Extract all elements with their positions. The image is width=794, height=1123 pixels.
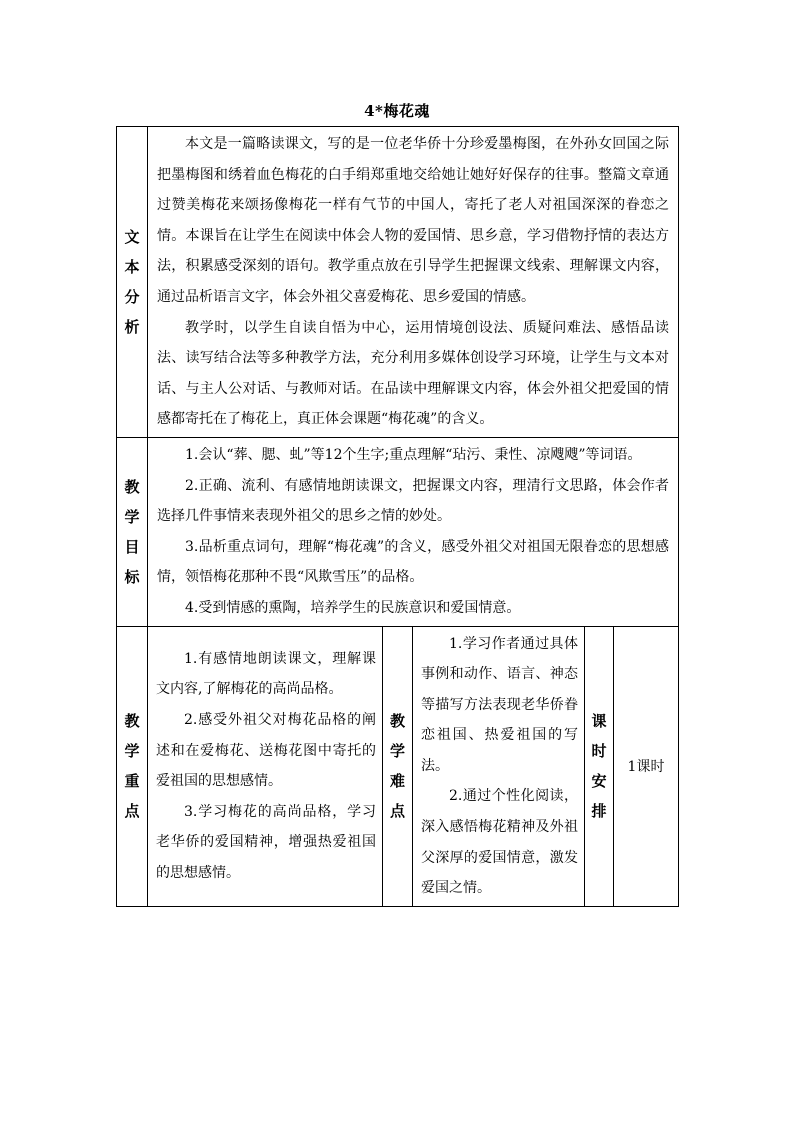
difficulty-item: 2.通过个性化阅读，深入感悟梅花精神及外祖父深厚的爱国情意，激发爱国之情。 xyxy=(421,788,578,897)
goal-item: 4.受到情感的熏陶，培养学生的民族意识和爱国情意。 xyxy=(185,599,521,616)
goal-item: 3.品析重点词句，理解“梅花魂”的含义，感受外祖父对祖国无限眷恋的思想感情，领悟梅花那种不畏“风欺雪压”的品格。 xyxy=(157,538,670,586)
goal-item: 2.正确、流利、有感情地朗读课文，把握课文内容，理清行文思路，体会作者选择几件事情来表现外祖父的思乡之情的妙处。 xyxy=(157,477,670,525)
text-analysis-content xyxy=(148,127,679,438)
teaching-goals-label: 教 学 目 标 xyxy=(117,437,148,626)
document-title: 4*梅花魂 xyxy=(364,102,430,120)
difficulty-item: 1.学习作者通过具体事例和动作、语言、神态等描写方法表现老华侨眷恋祖国、热爱祖国的写法。 xyxy=(421,635,578,774)
schedule-value: 1课时 xyxy=(614,626,679,906)
teaching-goals-content xyxy=(148,437,679,626)
key-point-item: 3.学习梅花的高尚品格，学习老华侨的爱国精神，增强热爱祖国的思想感情。 xyxy=(156,803,376,881)
difficulties-content xyxy=(413,626,585,906)
difficulties-label: 教 学 难 点 xyxy=(383,626,413,906)
teaching-goals-row xyxy=(117,437,679,626)
key-points-label: 教 学 重 点 xyxy=(117,626,148,906)
lesson-plan-table xyxy=(116,126,679,907)
analysis-paragraph: 本文是一篇略读课文，写的是一位老华侨十分珍爱墨梅图，在外孙女回国之际把墨梅图和绣着血色梅花的白手绢郑重地交给她让她好好保存的往事。整篇文章通过赞美梅花来颂扬像梅花一样有气节的中国人，寄托了老人对祖国深深的眷恋之情。本课旨在让学生在阅读中体会人物的爱国情、思乡意，学习借物抒情的表达方法，积累感受深刻的语句。教学重点放在引导学生把握课文线索、理解课文内容，通过品析语言文字，体会外祖父喜爱梅花、思乡爱国的情感。 xyxy=(157,136,670,305)
text-analysis-label: 文 本 分 析 xyxy=(117,127,148,438)
key-point-item: 2.感受外祖父对梅花品格的阐述和在爱梅花、送梅花图中寄托的爱祖国的思想感情。 xyxy=(156,711,376,790)
schedule-label: 课 时 安 排 xyxy=(585,626,614,906)
key-points-content xyxy=(148,626,383,906)
analysis-paragraph: 教学时，以学生自读自悟为中心，运用情境创设法、质疑问难法、感悟品读法、读写结合法等多种教学方法，充分利用多媒体创设学习环境，让学生与文本对话、与主人公对话、与教师对话。在品读中理解课文内容，体会外祖父把爱国的情感都寄托在了梅花上，真正体会课题“梅花魂”的含义。 xyxy=(157,319,670,428)
key-point-item: 1.有感情地朗读课文，理解课文内容,了解梅花的高尚品格。 xyxy=(156,650,376,698)
goal-item: 1.会认“葬、腮、虬”等12个生字;重点理解“玷污、秉性、凉飕飕”等词语。 xyxy=(185,446,642,463)
key-points-row xyxy=(117,626,679,906)
text-analysis-row xyxy=(117,127,679,438)
